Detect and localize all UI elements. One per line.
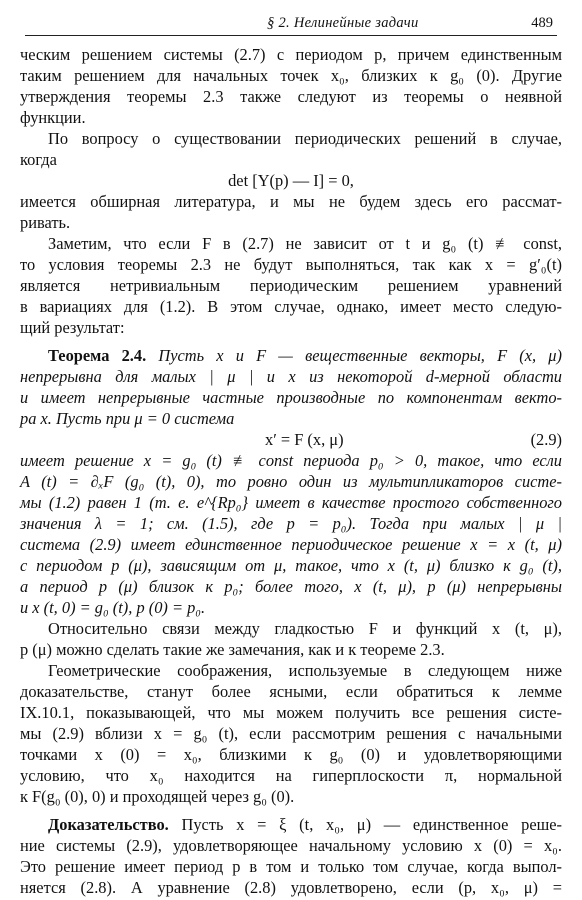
theorem-line: имеет решение x = g₀ (t) ≢ const периода p₀ > 0, такое, что если [20, 451, 562, 470]
equation-body: x′ = F (x, μ) [265, 430, 344, 449]
text-line: когда [20, 150, 57, 169]
equation-det: det [Y(p) — I] = 0, [228, 171, 354, 190]
text-line: утверждения теоремы 2.3 также следуют из теоремы о неявной [20, 87, 562, 106]
theorem-line: а период p (μ) близок к p₀; более того, x (t, μ), p (μ) непрерывны [20, 577, 562, 596]
text-line: ние системы (2.9), удовлетворяющее начальному условию x (0) = x₀. [20, 836, 562, 855]
equation-2-9 [20, 429, 562, 450]
theorem-line: ра x. Пусть при μ = 0 система [20, 409, 235, 428]
text-line: Это решение имеет период p в том и только том случае, когда выпол- [20, 857, 562, 876]
text-line: Заметим, что если F в (2.7) не зависит от t и g₀ (t) ≢ const, [48, 234, 562, 253]
text-line: имеется обширная литература, и мы не будем здесь его рассмат- [20, 192, 562, 211]
text-line: точками x (0) = x₀, близкими к g₀ (0) и удовлетворяющими [20, 745, 562, 764]
theorem-line: с периодом p (μ), зависящим от μ, такое, что x (t, μ) близко к g₀ (t), [20, 556, 562, 575]
text-line: Геометрические соображения, используемые в следующем ниже [48, 661, 562, 680]
text-line: По вопросу о существовании периодических решений в случае, [48, 129, 562, 148]
theorem-line: A (t) = ∂ₓF (g₀ (t), 0), то ровно один из мультипликаторов систе- [20, 472, 562, 491]
text-line: Относительно связи между гладкостью F и функций x (t, μ), [48, 619, 562, 638]
text-line: к F(g₀ (0), 0) и проходящей через g₀ (0). [20, 787, 295, 806]
theorem-line: и имеет непрерывные частные производные по компонентам векто- [20, 388, 562, 407]
text-line: является нетривиальным периодическим решением уравнений [20, 276, 562, 295]
theorem-heading-label: Теорема 2.4. [48, 346, 147, 365]
proof-heading-label: Доказательство. [48, 815, 169, 834]
header-title: § 2. Нелинейные задачи [267, 15, 419, 31]
theorem-line: непрерывна для малых | μ | и x из некоторой d-мерной области [20, 367, 562, 386]
text-line: IX.10.1, показывающей, что мы можем получить все решения систе- [20, 703, 562, 722]
text-line: доказательстве, станут более ясными, если обратиться к лемме [20, 682, 562, 701]
text-line: таким решением для начальных точек x₀, близких к g₀ (0). Другие [20, 66, 562, 85]
text-line: щий результат: [20, 318, 125, 337]
theorem-line: и x (t, 0) = g₀ (t), p (0) = p₀. [20, 598, 206, 617]
proof-heading: Доказательство. Пусть x = ξ (t, x₀, μ) — единственное реше- [48, 815, 562, 834]
text-line: p (μ) можно сделать такие же замечания, как и к теореме 2.3. [20, 640, 445, 659]
text-line: ческим решением системы (2.7) с периодом p, причем единственным [20, 45, 562, 64]
text-line: то условия теоремы 2.3 не будут выполняться, так как x = g′₀(t) [20, 255, 562, 274]
text-line: условию, что x₀ находится на гиперплоскости π, нормальной [20, 766, 562, 785]
theorem-line: значения λ = 1; см. (1.5), где p = p₀). Тогда при малых | μ | [20, 514, 562, 533]
theorem-line: система (2.9) имеет единственное периодическое решение x = x (t, μ) [20, 535, 562, 554]
theorem-heading: Теорема 2.4. Пусть x и F — вещественные векторы, F (x, μ) [48, 346, 562, 365]
theorem-line: мы (1.2) равен 1 (т. е. e^{Rp₀} имеет в качестве простого собственного [20, 493, 562, 512]
text-line: мы (2.9) вблизи x = g₀ (t), если рассмотрим решения с начальными [20, 724, 562, 743]
text-line: няется (2.8). А уравнение (2.8) удовлетворено, если (p, x₀, μ) = [20, 878, 562, 897]
text-line: ривать. [20, 213, 71, 232]
text-line: в вариациях для (1.2). В этом случае, однако, имеет место следую- [20, 297, 562, 316]
text-line: функции. [20, 108, 86, 127]
equation-number: (2.9) [530, 430, 562, 449]
running-header [25, 13, 557, 36]
page-number: 489 [531, 15, 553, 31]
